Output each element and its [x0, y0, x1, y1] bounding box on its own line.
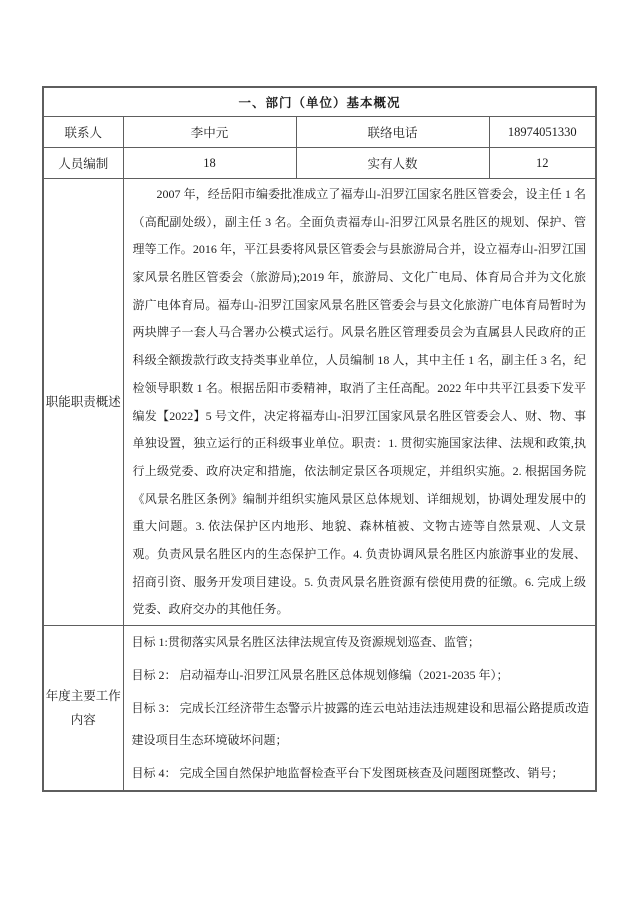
annual-work-row [43, 626, 596, 792]
annual-work-label: 年度主要工作内容 [43, 626, 123, 792]
contact-name-label: 联系人 [43, 117, 123, 148]
duty-overview-cell [123, 179, 596, 626]
annual-goal-2: 目标 2： 启动福寿山-汨罗江风景名胜区总体规划修编（2021-2035 年）； [131, 667, 509, 682]
duty-overview-text: 2007 年，经岳阳市编委批准成立了福寿山-汨罗江国家名胜区管委会，设主任 1 名（高配副处级），副主任 3 名。全面负责福寿山-汨罗江风景名胜区的规划、保护、管理等工作。2016 年，平江县委将风景区管委会与县旅游局合并，设立福寿山-汨罗江国家风景名胜区管委会（旅游局);2019 年，旅游局、文化广电局、体育局合并为文化旅游广电体育局。福寿山-汨罗江国家风景名胜区管委会与县文化旅游广电体育局暂时为两块牌子一套人马合署办公模式运行。风景名胜区管理委员会为直属县人民政府的正科级全额拨款行政支持类事业单位，人员编制 18 人，其中主任 1 名，副主任 3 名，纪检领导职数 1 名。根据岳阳市委精神，取消了主任高配。2022 年中共平江县委下发平编发【2022】5 号文件，决定将福寿山-汨罗江国家风景名胜区管委会人、财、物、事单独设置，独立运行的正科级事业单位。职责：1. 贯彻实施国家法律、法规和政策,执行上级党委、政府决定和措施，依法制定景区各项规定，并组织实施。2. 根据国务院《风景名胜区条例》编制并组织实施风景区总体规划、详细规划，协调处理发展中的重大问题。3. 依法保护区内地形、地貌、森林植被、文物古迹等自然景观、人文景观。负责风景名胜区内的生态保护工作。4. 负责协调风景名胜区内旅游事业的发展、招商引资、服务开发项目建设。5. 负责风景名胜资源有偿使用费的征缴。6. 完成上级党委、政府交办的其他任务。 [132, 186, 587, 617]
basic-info-table [42, 86, 597, 792]
contact-phone-value: 18974051330 [489, 117, 596, 148]
contact-row [43, 117, 596, 148]
staff-quota-value: 18 [123, 148, 296, 179]
staff-actual-label: 实有人数 [296, 148, 489, 179]
table-title-row [43, 87, 596, 117]
annual-goal-3: 目标 3： 完成长江经济带生态警示片披露的连云电站违法违规建设和思福公路提质改造建设项目生态环境破坏问题； [131, 700, 590, 748]
staff-quota-label: 人员编制 [43, 148, 123, 179]
duty-row [43, 179, 596, 626]
staffing-row [43, 148, 596, 179]
contact-phone-label: 联络电话 [296, 117, 489, 148]
annual-goal-4: 目标 4： 完成全国自然保护地监督检查平台下发图斑核查及问题图斑整改、销号； [131, 766, 564, 781]
staff-actual-value: 12 [489, 148, 596, 179]
contact-name-value: 李中元 [123, 117, 296, 148]
annual-work-cell [123, 626, 596, 792]
annual-goal-1: 目标 1:贯彻落实风景名胜区法律法规宣传及资源规划巡查、监管； [131, 635, 480, 649]
duty-overview-label: 职能职责概述 [43, 179, 123, 626]
section-title: 一、部门（单位）基本概况 [43, 87, 596, 117]
